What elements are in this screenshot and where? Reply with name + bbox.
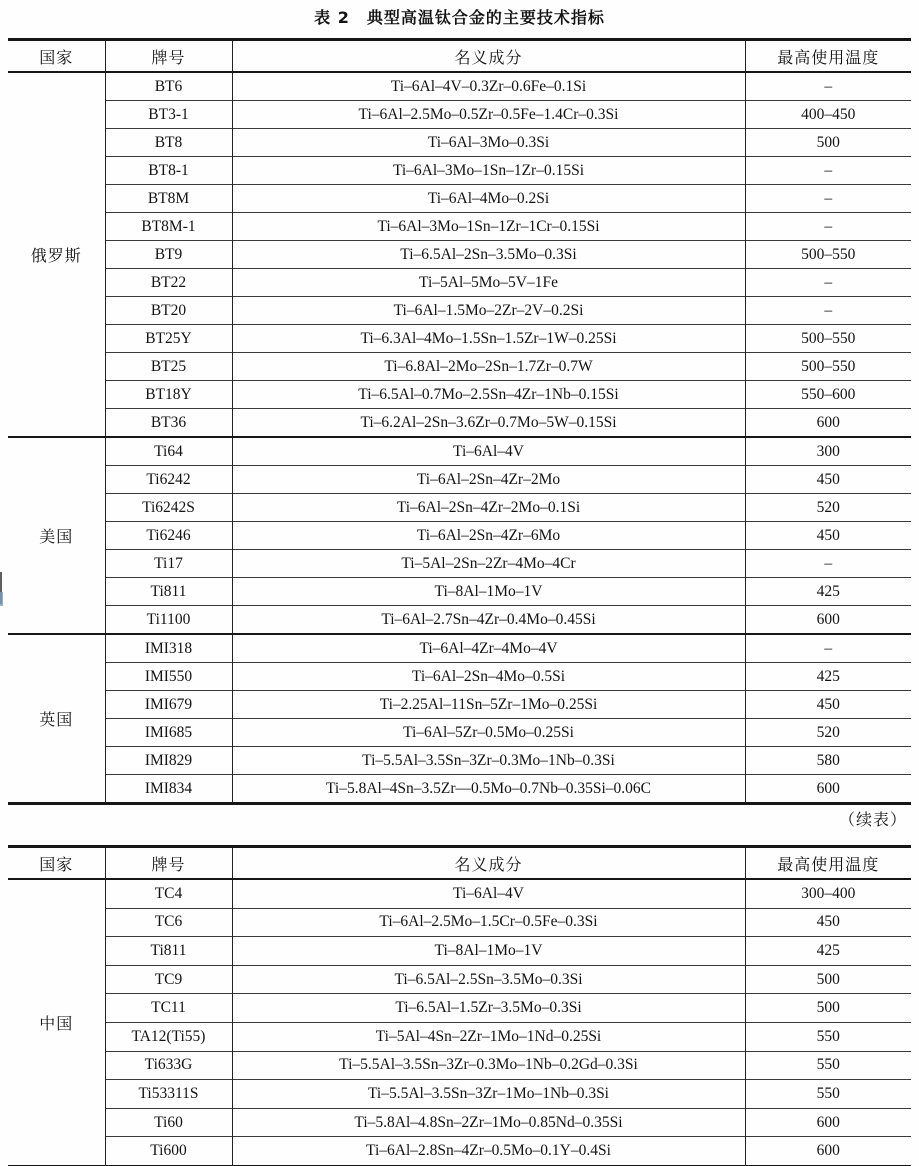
table-row (8, 72, 911, 101)
composition-cell: Ti–5.8Al–4.8Sn–2Zr–1Mo–0.85Nd–0.35Si (232, 1108, 745, 1137)
alloy-table-continued (8, 845, 911, 1166)
composition-cell: Ti–6.5Al–1.5Zr–3.5Mo–0.3Si (232, 994, 745, 1023)
column-header-grade: 牌号 (105, 847, 232, 880)
max-temp-cell: 600 (745, 409, 911, 438)
grade-cell: Ti53311S (105, 1080, 232, 1109)
grade-cell: TC4 (105, 879, 232, 908)
max-temp-cell: 400–450 (745, 101, 911, 129)
composition-cell: Ti–6Al–2Sn–4Zr–6Mo (232, 522, 745, 550)
grade-cell: TA12(Ti55) (105, 1022, 232, 1051)
composition-cell: Ti–6Al–2.8Sn–4Zr–0.5Mo–0.1Y–0.4Si (232, 1137, 745, 1166)
grade-cell: BT8M (105, 185, 232, 213)
grade-cell: BT8-1 (105, 157, 232, 185)
grade-cell: Ti811 (105, 937, 232, 966)
grade-cell: Ti811 (105, 578, 232, 606)
table-row (8, 353, 911, 381)
max-temp-cell: 425 (745, 578, 911, 606)
composition-cell: Ti–6Al–4Mo–0.2Si (232, 185, 745, 213)
max-temp-cell: 600 (745, 1108, 911, 1137)
max-temp-cell: 500–550 (745, 241, 911, 269)
composition-cell: Ti–5.8Al–4Sn–3.5Zr––0.5Mo–0.7Nb–0.35Si–0.06C (232, 775, 745, 804)
table-row (8, 494, 911, 522)
composition-cell: Ti–6Al–5Zr–0.5Mo–0.25Si (232, 719, 745, 747)
max-temp-cell: – (745, 213, 911, 241)
table-row (8, 578, 911, 606)
grade-cell: Ti64 (105, 437, 232, 466)
grade-cell: BT9 (105, 241, 232, 269)
grade-cell: BT22 (105, 269, 232, 297)
grade-cell: IMI685 (105, 719, 232, 747)
table-row (8, 937, 911, 966)
composition-cell: Ti–6Al–3Mo–1Sn–1Zr–1Cr–0.15Si (232, 213, 745, 241)
grade-cell: BT25 (105, 353, 232, 381)
country-cell: 俄罗斯 (8, 72, 105, 437)
table-row (8, 522, 911, 550)
composition-cell: Ti–5.5Al–3.5Sn–3Zr–0.3Mo–1Nb–0.2Gd–0.3Si (232, 1051, 745, 1080)
grade-cell: IMI318 (105, 634, 232, 663)
table-row (8, 606, 911, 635)
max-temp-cell: 450 (745, 522, 911, 550)
scan-artifact (0, 592, 3, 606)
grade-cell: TC6 (105, 908, 232, 937)
column-header-country: 国家 (8, 40, 105, 73)
country-cell: 英国 (8, 634, 105, 804)
grade-cell: Ti6242 (105, 466, 232, 494)
table-row (8, 466, 911, 494)
max-temp-cell: 550 (745, 1051, 911, 1080)
max-temp-cell: 600 (745, 775, 911, 804)
column-header-max-temp: 最高使用温度 (745, 40, 911, 73)
table-row (8, 691, 911, 719)
composition-cell: Ti–8Al–1Mo–1V (232, 578, 745, 606)
column-header-composition: 名义成分 (232, 847, 745, 880)
composition-cell: Ti–6.3Al–4Mo–1.5Sn–1.5Zr–1W–0.25Si (232, 325, 745, 353)
table-row (8, 241, 911, 269)
table-row (8, 1080, 911, 1109)
composition-cell: Ti–5Al–5Mo–5V–1Fe (232, 269, 745, 297)
table-row (8, 1051, 911, 1080)
max-temp-cell: 500 (745, 965, 911, 994)
grade-cell: Ti6246 (105, 522, 232, 550)
max-temp-cell: 425 (745, 663, 911, 691)
grade-cell: IMI679 (105, 691, 232, 719)
grade-cell: BT20 (105, 297, 232, 325)
table-row (8, 297, 911, 325)
grade-cell: BT18Y (105, 381, 232, 409)
max-temp-cell: 600 (745, 1137, 911, 1166)
country-cell: 中国 (8, 879, 105, 1166)
composition-cell: Ti–6.5Al–0.7Mo–2.5Sn–4Zr–1Nb–0.15Si (232, 381, 745, 409)
table-row (8, 879, 911, 908)
composition-cell: Ti–6Al–4V (232, 437, 745, 466)
max-temp-cell: 600 (745, 606, 911, 635)
max-temp-cell: 500–550 (745, 353, 911, 381)
composition-cell: Ti–6Al–4V–0.3Zr–0.6Fe–0.1Si (232, 72, 745, 101)
column-header-country: 国家 (8, 847, 105, 880)
table-row (8, 663, 911, 691)
grade-cell: BT36 (105, 409, 232, 438)
column-header-grade: 牌号 (105, 40, 232, 73)
table-row (8, 381, 911, 409)
grade-cell: TC11 (105, 994, 232, 1023)
table-row (8, 994, 911, 1023)
max-temp-cell: 520 (745, 719, 911, 747)
max-temp-cell: 500 (745, 994, 911, 1023)
composition-cell: Ti–6Al–4Zr–4Mo–4V (232, 634, 745, 663)
table-row (8, 1137, 911, 1166)
column-header-composition: 名义成分 (232, 40, 745, 73)
grade-cell: BT8 (105, 129, 232, 157)
table-row (8, 634, 911, 663)
composition-cell: Ti–6.2Al–2Sn–3.6Zr–0.7Mo–5W–0.15Si (232, 409, 745, 438)
composition-cell: Ti–6Al–1.5Mo–2Zr–2V–0.2Si (232, 297, 745, 325)
max-temp-cell: 550 (745, 1080, 911, 1109)
grade-cell: Ti60 (105, 1108, 232, 1137)
max-temp-cell: – (745, 157, 911, 185)
grade-cell: TC9 (105, 965, 232, 994)
table-row (8, 129, 911, 157)
grade-cell: Ti6242S (105, 494, 232, 522)
max-temp-cell: 450 (745, 691, 911, 719)
header-row (8, 40, 911, 73)
table-row (8, 747, 911, 775)
composition-cell: Ti–5Al–2Sn–2Zr–4Mo–4Cr (232, 550, 745, 578)
composition-cell: Ti–6Al–2.5Mo–0.5Zr–0.5Fe–1.4Cr–0.3Si (232, 101, 745, 129)
composition-cell: Ti–6Al–2Sn–4Zr–2Mo (232, 466, 745, 494)
table-row (8, 101, 911, 129)
max-temp-cell: 550–600 (745, 381, 911, 409)
max-temp-cell: 520 (745, 494, 911, 522)
continued-table-note: （续表） (838, 812, 907, 829)
table-row (8, 157, 911, 185)
grade-cell: Ti17 (105, 550, 232, 578)
max-temp-cell: – (745, 634, 911, 663)
max-temp-cell: 300–400 (801, 884, 856, 902)
table-row (8, 213, 911, 241)
composition-cell: Ti–5.5Al–3.5Sn–3Zr–1Mo–1Nb–0.3Si (232, 1080, 745, 1109)
table-row (8, 908, 911, 937)
table-row (8, 1022, 911, 1051)
max-temp-cell: 500–550 (745, 325, 911, 353)
table-row (8, 437, 911, 466)
grade-cell: IMI829 (105, 747, 232, 775)
table-row (8, 409, 911, 438)
table-row (8, 965, 911, 994)
composition-cell: Ti–6Al–2.7Sn–4Zr–0.4Mo–0.45Si (232, 606, 745, 635)
max-temp-cell: – (745, 297, 911, 325)
table-row (8, 1108, 911, 1137)
table-row (8, 269, 911, 297)
composition-cell: Ti–5.5Al–3.5Sn–3Zr–0.3Mo–1Nb–0.3Si (232, 747, 745, 775)
table-row (8, 325, 911, 353)
max-temp-cell: 450 (745, 466, 911, 494)
max-temp-cell: 450 (745, 908, 911, 937)
grade-cell: BT8M-1 (105, 213, 232, 241)
country-cell: 美国 (8, 437, 105, 634)
table-row (8, 719, 911, 747)
grade-cell: IMI550 (105, 663, 232, 691)
grade-cell: Ti600 (105, 1137, 232, 1166)
max-temp-cell: – (745, 550, 911, 578)
table-row (8, 185, 911, 213)
composition-cell: Ti–8Al–1Mo–1V (232, 937, 745, 966)
composition-cell: Ti–6.5Al–2.5Sn–3.5Mo–0.3Si (232, 965, 745, 994)
grade-cell: IMI834 (105, 775, 232, 804)
composition-cell: Ti–2.25Al–11Sn–5Zr–1Mo–0.25Si (232, 691, 745, 719)
max-temp-cell: 425 (745, 937, 911, 966)
table-row (8, 550, 911, 578)
header-row (8, 847, 911, 880)
max-temp-cell: – (824, 77, 833, 95)
composition-cell: Ti–6.8Al–2Mo–2Sn–1.7Zr–0.7W (232, 353, 745, 381)
composition-cell: Ti–6Al–2Sn–4Zr–2Mo–0.1Si (232, 494, 745, 522)
table-title: 表 2 典型高温钛合金的主要技术指标 (314, 8, 605, 27)
max-temp-cell: 580 (745, 747, 911, 775)
composition-cell: Ti–6Al–3Mo–1Sn–1Zr–0.15Si (232, 157, 745, 185)
grade-cell: BT6 (105, 72, 232, 101)
composition-cell: Ti–6Al–2.5Mo–1.5Cr–0.5Fe–0.3Si (232, 908, 745, 937)
table-row (8, 775, 911, 804)
grade-cell: BT3-1 (105, 101, 232, 129)
composition-cell: Ti–6Al–3Mo–0.3Si (232, 129, 745, 157)
grade-cell: BT25Y (105, 325, 232, 353)
composition-cell: Ti–6Al–2Sn–4Mo–0.5Si (232, 663, 745, 691)
grade-cell: Ti633G (105, 1051, 232, 1080)
max-temp-cell: – (745, 185, 911, 213)
composition-cell: Ti–5Al–4Sn–2Zr–1Mo–1Nd–0.25Si (232, 1022, 745, 1051)
column-header-max-temp: 最高使用温度 (745, 847, 911, 880)
max-temp-cell: 500 (745, 129, 911, 157)
max-temp-cell: 550 (745, 1022, 911, 1051)
alloy-table-main (8, 38, 911, 805)
grade-cell: Ti1100 (105, 606, 232, 635)
max-temp-cell: 300 (745, 437, 911, 466)
composition-cell: Ti–6Al–4V (232, 879, 745, 908)
composition-cell: Ti–6.5Al–2Sn–3.5Mo–0.3Si (232, 241, 745, 269)
max-temp-cell: – (745, 269, 911, 297)
